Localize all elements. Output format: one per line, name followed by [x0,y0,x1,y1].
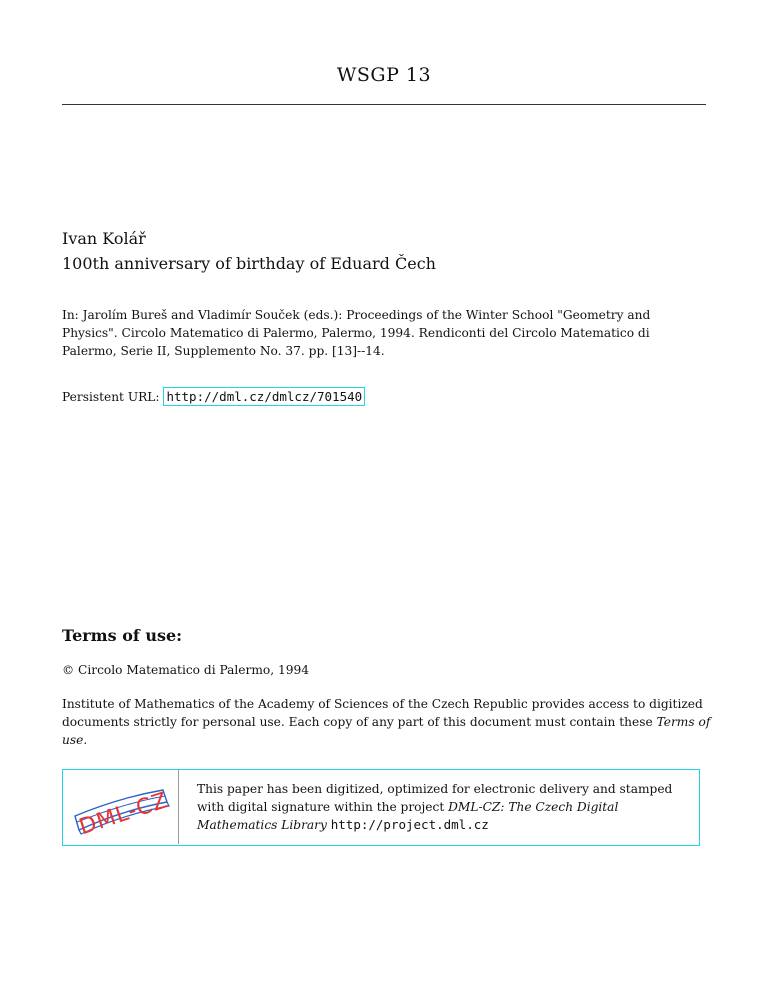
page-header-title: WSGP 13 [336,64,432,86]
dml-cz-logo-text: DML-CZ [76,787,172,840]
dml-project-name: DML-CZ: The Czech Digital Mathematics Library [197,800,619,832]
copyright-notice: © Circolo Matematico di Palermo, 1994 [62,663,309,677]
dml-project-url[interactable]: http://project.dml.cz [330,817,489,832]
terms-of-use-heading: Terms of use: [62,626,183,645]
dml-text-start: This paper has been digitized, optimized for electronic delivery and stamped with digital signature within the project [197,782,673,814]
persistent-url-row [62,387,365,406]
persistent-url-link[interactable]: http://dml.cz/dmlcz/701540 [163,387,365,406]
article-title: 100th anniversary of birthday of Eduard Čech [62,254,436,273]
access-text-end: . [83,733,88,747]
dml-cz-book-icon [69,776,173,840]
article-author: Ivan Kolář [62,229,146,248]
dml-cz-notice-box [62,769,700,846]
dml-cz-description [197,780,701,834]
access-text-terms-emphasis: Terms of use [62,715,711,747]
access-text-start: Institute of Mathematics of the Academy of Sciences of the Czech Republic provides access to digitized documents strictly for personal use. Each copy of any part of this document must contain these [62,697,703,729]
header-divider [62,104,706,105]
persistent-url-label: Persistent URL: [62,389,160,404]
citation-text: In: Jarolím Bureš and Vladimír Souček (eds.): Proceedings of the Winter School "Geometry and Physics". Circolo Matematico di Palermo, Palermo, 1994. Rendiconti del Circolo Matematico di Palermo, Serie II, Supplemento No. 37. pp. [13]--14. [62,308,651,358]
access-terms-text [62,695,722,749]
dml-cz-logo [63,770,179,844]
